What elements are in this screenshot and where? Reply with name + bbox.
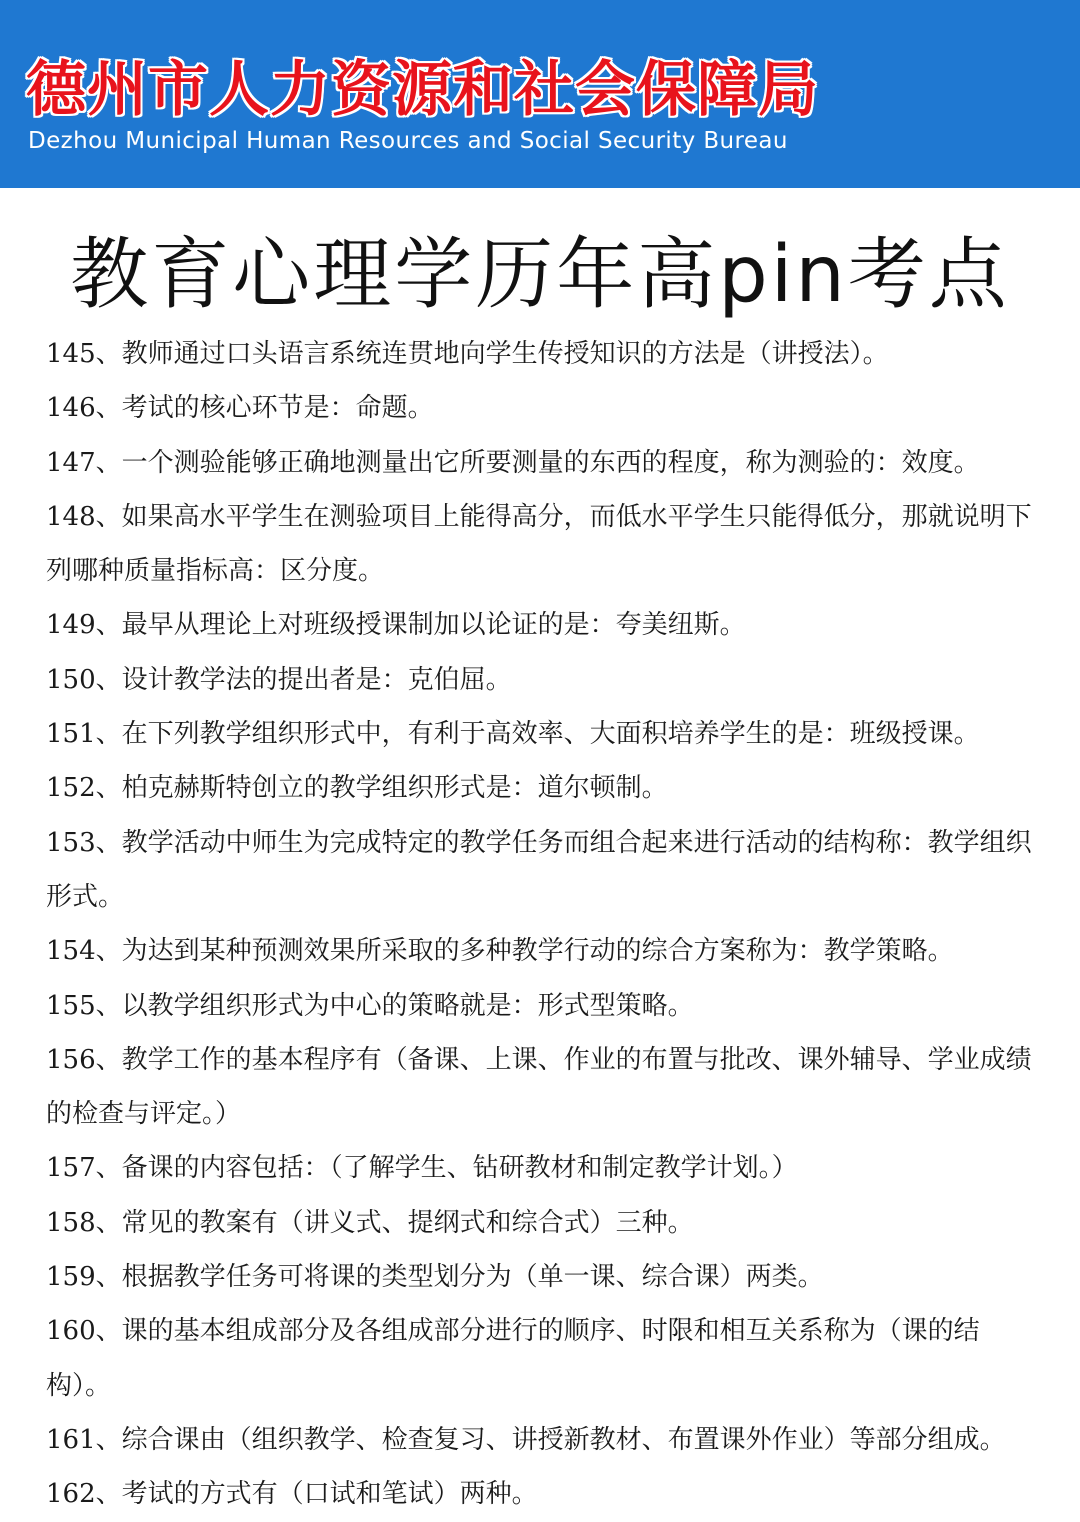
list-item: 158、常见的教案有（讲义式、提纲式和综合式）三种。 xyxy=(46,1207,694,1238)
list-item: 147、一个测验能够正确地测量出它所要测量的东西的程度，称为测验的：效度。 xyxy=(46,447,980,478)
list-item: 151、在下列教学组织形式中，有利于高效率、大面积培养学生的是：班级授课。 xyxy=(46,719,980,750)
exam-points-list xyxy=(46,327,1036,1522)
list-item: 149、最早从理论上对班级授课制加以论证的是：夸美纽斯。 xyxy=(46,610,746,641)
list-item: 159、根据教学任务可将课的类型划分为（单一课、综合课）两类。 xyxy=(46,1262,824,1293)
list-item: 152、柏克赫斯特创立的教学组织形式是：道尔顿制。 xyxy=(46,773,668,804)
list-item: 146、考试的核心环节是：命题。 xyxy=(46,393,434,424)
list-item: 161、综合课由（组织教学、检查复习、讲授新教材、布置课外作业）等部分组成。 xyxy=(46,1424,1006,1455)
bureau-banner xyxy=(0,0,1080,188)
list-item: 157、备课的内容包括：（了解学生、钻研教材和制定教学计划。） xyxy=(46,1153,798,1184)
list-item: 156、教学工作的基本程序有（备课、上课、作业的布置与批改、课外辅导、学业成绩的检查与评定。） xyxy=(46,1044,1032,1130)
list-item: 155、以教学组织形式为中心的策略就是：形式型策略。 xyxy=(46,990,694,1021)
document-title: 教育心理学历年高pin考点 xyxy=(70,230,1010,320)
list-item: 154、为达到某种预测效果所采取的多种教学行动的综合方案称为：教学策略。 xyxy=(46,936,954,967)
list-item: 148、如果高水平学生在测验项目上能得高分，而低水平学生只能得低分，那就说明下列哪种质量指标高：区分度。 xyxy=(46,501,1032,587)
list-item: 150、设计教学法的提出者是：克伯屈。 xyxy=(46,664,512,695)
list-item: 153、教学活动中师生为完成特定的教学任务而组合起来进行活动的结构称：教学组织形式。 xyxy=(46,827,1032,912)
bureau-name-en: Dezhou Municipal Human Resources and Social Security Bureau xyxy=(28,128,788,154)
list-item: 160、课的基本组成部分及各组成部分进行的顺序、时限和相互关系称为（课的结构）。 xyxy=(46,1316,980,1401)
list-item: 145、教师通过口头语言系统连贯地向学生传授知识的方法是（讲授法）。 xyxy=(46,339,889,369)
list-item: 162、考试的方式有（口试和笔试）两种。 xyxy=(46,1479,538,1510)
bureau-name-cn: 德州市人力资源和社会保障局 xyxy=(26,55,819,125)
